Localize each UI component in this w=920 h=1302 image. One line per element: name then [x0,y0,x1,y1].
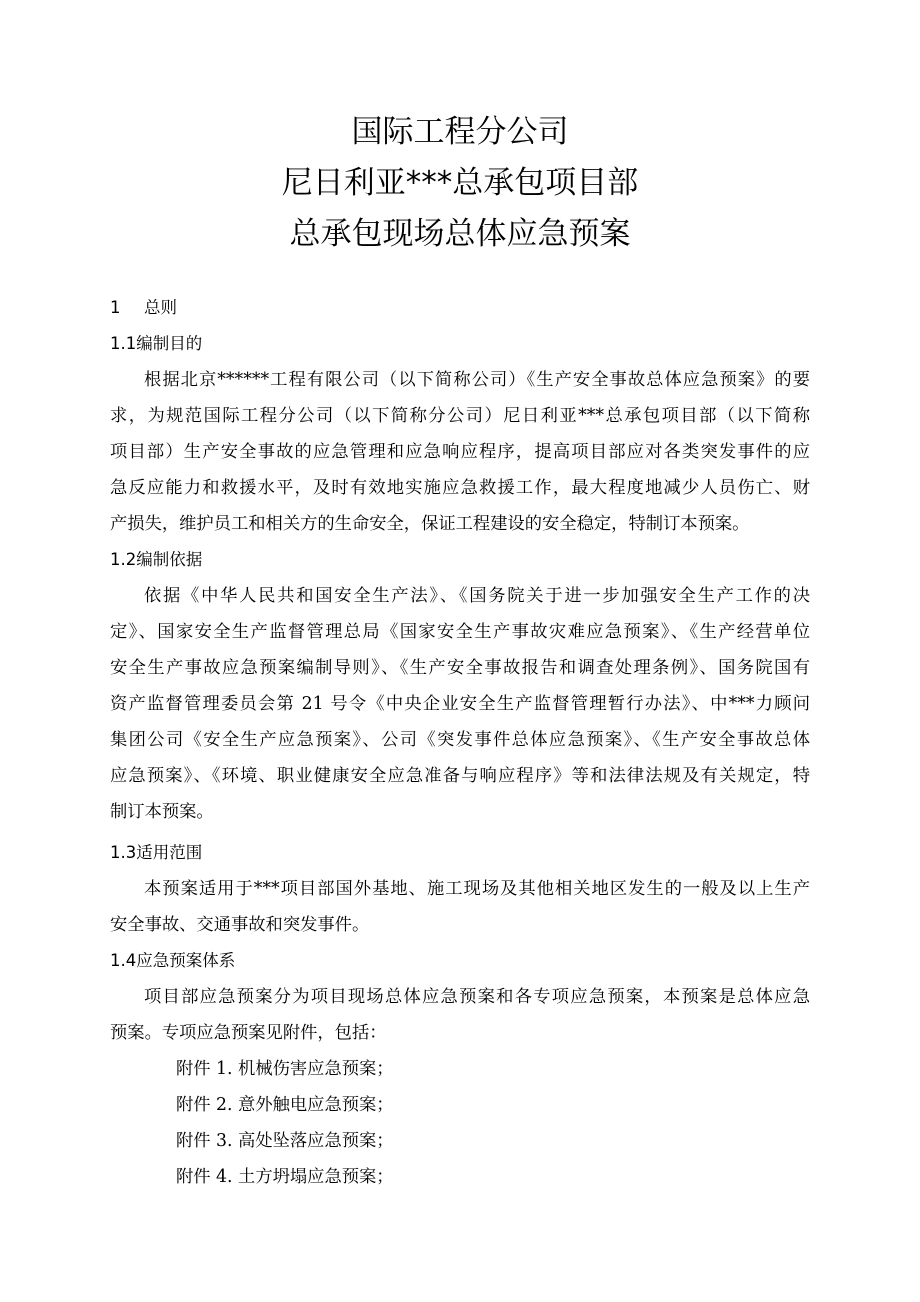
paragraph-line: 集团公司《安全生产应急预案》、公司《突发事件总体应急预案》、《生产安全事故总体 [110,730,810,750]
section-number: 1.4 [110,951,137,970]
title-company: 国际工程分公司 [351,114,569,150]
paragraph-line: 资产监督管理委员会第 21 号令《中央企业安全生产监督管理暂行办法》、中***力顾问 [110,694,810,714]
title-project: 尼日利亚***总承包项目部 [281,165,639,201]
paragraph-line: 产损失，维护员工和相关方的生命安全，保证工程建设的安全稳定，特制订本预案。 [110,514,750,534]
paragraph-line: 定》、国家安全生产监督管理总局《国家安全生产事故灾难应急预案》、《生产经营单位 [110,622,810,642]
attachment-item: 附件 2. 意外触电应急预案； [176,1095,394,1115]
paragraph-line: 安全事故、交通事故和突发事件。 [110,915,370,935]
paragraph-line: 预案。专项应急预案见附件，包括： [110,1023,387,1043]
paragraph-line: 应急预案》、《环境、职业健康安全应急准备与响应程序》等和法律法规及有关规定，特 [110,766,810,786]
paragraph-line: 根据北京******工程有限公司（以下简称公司）《生产安全事故总体应急预案》的要 [144,370,810,390]
section-1-heading [110,296,177,320]
section-1-2-heading [110,548,202,572]
paragraph-line: 项目部）生产安全事故的应急管理和应急响应程序，提高项目部应对各类突发事件的应 [110,442,810,462]
title-plan: 总承包现场总体应急预案 [289,216,631,252]
section-label: 编制依据 [136,550,203,569]
paragraph-line: 本预案适用于***项目部国外基地、施工现场及其他相关地区发生的一般及以上生产 [144,879,810,899]
paragraph-line: 制订本预案。 [110,802,214,822]
paragraph-line: 急反应能力和救援水平，及时有效地实施应急救援工作，最大程度地减少人员伤亡、财 [110,478,810,498]
section-label: 总则 [144,298,177,317]
section-number: 1.2 [110,550,137,569]
section-1-4-heading [110,949,235,973]
section-number: 1 [110,298,121,317]
section-1-3-heading [110,841,202,865]
paragraph-line: 依据《中华人民共和国安全生产法》、《国务院关于进一步加强安全生产工作的决 [144,586,810,606]
attachment-item: 附件 4. 土方坍塌应急预案； [176,1167,394,1187]
section-number: 1.3 [110,843,137,862]
section-1-1-heading [110,332,202,356]
paragraph-line: 安全生产事故应急预案编制导则》、《生产安全事故报告和调查处理条例》、国务院国有 [110,658,810,678]
attachment-item: 附件 3. 高处坠落应急预案； [176,1131,394,1151]
section-label: 应急预案体系 [136,951,236,970]
section-label: 编制目的 [136,334,203,353]
attachment-item: 附件 1. 机械伤害应急预案； [176,1059,394,1079]
paragraph-line: 项目部应急预案分为项目现场总体应急预案和各专项应急预案，本预案是总体应急 [144,987,810,1007]
section-number: 1.1 [110,334,137,353]
paragraph-line: 求，为规范国际工程分公司（以下简称分公司）尼日利亚***总承包项目部（以下简称 [110,406,810,426]
section-label: 适用范围 [136,843,203,862]
